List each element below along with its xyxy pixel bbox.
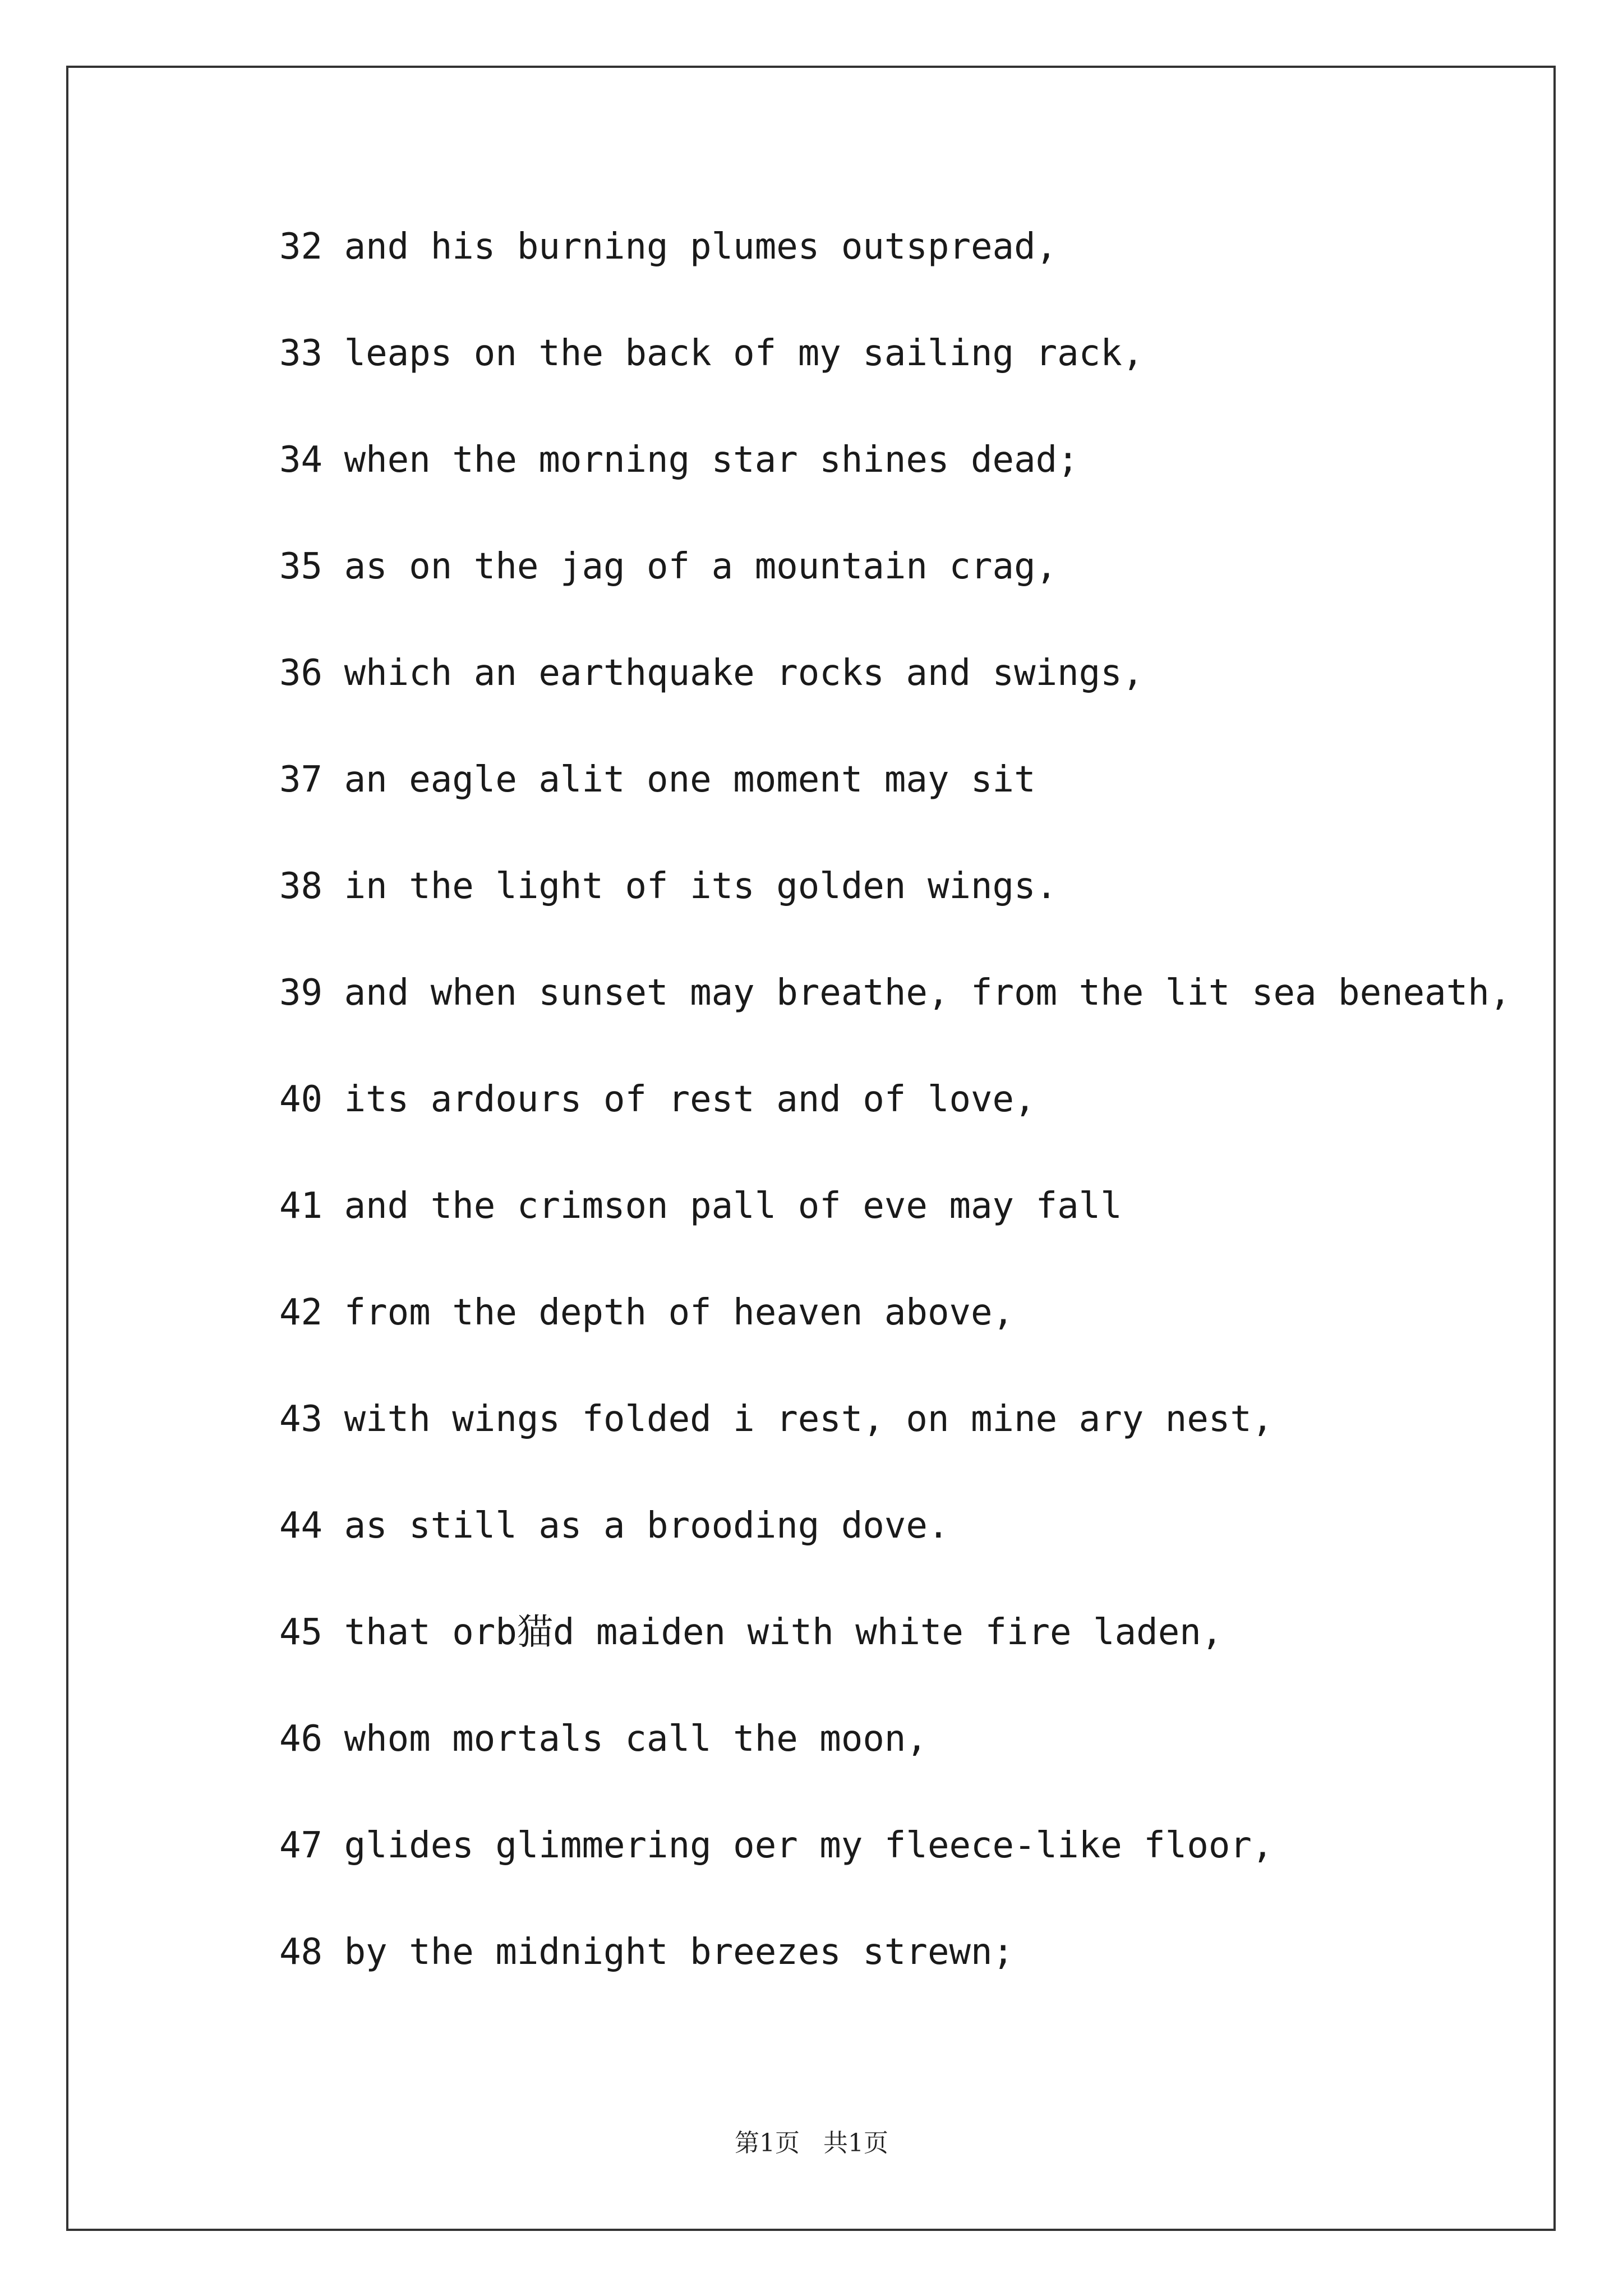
poem-line: 43 with wings folded i rest, on mine ary nest, <box>279 1398 1274 1440</box>
poem-line: 40 its ardours of rest and of love, <box>279 1079 1036 1120</box>
poem-text <box>279 224 1513 2036</box>
poem-line: 46 whom mortals call the moon, <box>279 1718 928 1760</box>
poem-line: 42 from the depth of heaven above, <box>279 1292 1015 1333</box>
poem-line: 44 as still as a brooding dove. <box>279 1505 949 1547</box>
poem-line: 47 glides glimmering oer my fleece-like floor, <box>279 1825 1274 1866</box>
poem-line: 32 and his burning plumes outspread, <box>279 226 1058 268</box>
poem-line: 36 which an earthquake rocks and swings, <box>279 652 1144 694</box>
poem-line: 38 in the light of its golden wings. <box>279 866 1058 907</box>
poem-line: 37 an eagle alit one moment may sit <box>279 759 1036 800</box>
poem-line: 39 and when sunset may breathe, from the lit sea beneath, <box>279 972 1511 1014</box>
poem-line: 33 leaps on the back of my sailing rack, <box>279 333 1144 374</box>
page-number-footer: 第1页 共1页 <box>735 2129 888 2157</box>
poem-line: 35 as on the jag of a mountain crag, <box>279 546 1058 587</box>
poem-line: 48 by the midnight breezes strewn; <box>279 1931 1015 1973</box>
poem-line: 45 that orb猫d maiden with white fire laden, <box>279 1612 1223 1653</box>
poem-line: 41 and the crimson pall of eve may fall <box>279 1185 1122 1227</box>
poem-line: 34 when the morning star shines dead; <box>279 439 1079 481</box>
